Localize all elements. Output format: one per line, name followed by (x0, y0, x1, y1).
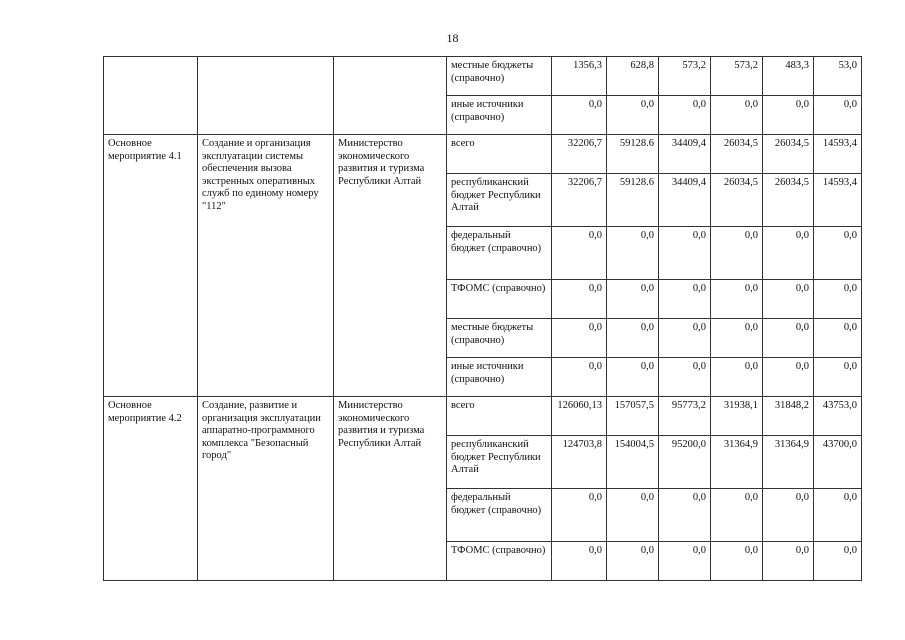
value-cell: 59128.6 (607, 174, 659, 227)
value-cell: 0,0 (552, 96, 607, 135)
value-cell: 32206,7 (552, 174, 607, 227)
value-cell: 0,0 (814, 96, 862, 135)
value-cell: 95200,0 (659, 436, 711, 489)
value-cell: 0,0 (659, 96, 711, 135)
value-cell: 0,0 (552, 280, 607, 319)
value-cell: 0,0 (659, 358, 711, 397)
table-row (104, 57, 862, 96)
value-cell: 31364,9 (711, 436, 763, 489)
value-cell: 0,0 (711, 96, 763, 135)
value-cell: 26034,5 (763, 135, 814, 174)
value-cell: 43700,0 (814, 436, 862, 489)
activity-executor-cell: Министерство экономического развития и туризма Республики Алтай (334, 397, 447, 581)
value-cell: 0,0 (659, 227, 711, 280)
value-cell: 26034,5 (763, 174, 814, 227)
value-cell: 628,8 (607, 57, 659, 96)
source-cell: республиканский бюджет Республики Алтай (447, 174, 552, 227)
page-number: 18 (446, 31, 459, 45)
value-cell: 0,0 (552, 542, 607, 581)
table-row (104, 397, 862, 436)
value-cell: 0,0 (659, 280, 711, 319)
name-cell (198, 57, 334, 135)
value-cell: 14593,4 (814, 174, 862, 227)
source-cell: местные бюджеты (справочно) (447, 319, 552, 358)
value-cell: 0,0 (711, 280, 763, 319)
source-cell: иные источники (справочно) (447, 358, 552, 397)
value-cell: 26034,5 (711, 174, 763, 227)
value-cell: 53,0 (814, 57, 862, 96)
table-body (104, 57, 862, 581)
value-cell: 34409,4 (659, 135, 711, 174)
value-cell: 0,0 (814, 489, 862, 542)
source-cell: федеральный бюджет (справочно) (447, 227, 552, 280)
value-cell: 0,0 (711, 227, 763, 280)
value-cell: 0,0 (711, 358, 763, 397)
value-cell: 483,3 (763, 57, 814, 96)
value-cell: 0,0 (763, 96, 814, 135)
funding-table (103, 56, 862, 581)
source-cell: ТФОМС (справочно) (447, 280, 552, 319)
source-cell: местные бюджеты (справочно) (447, 57, 552, 96)
value-cell: 95773,2 (659, 397, 711, 436)
value-cell: 43753,0 (814, 397, 862, 436)
value-cell: 26034,5 (711, 135, 763, 174)
value-cell: 0,0 (763, 319, 814, 358)
value-cell: 124703,8 (552, 436, 607, 489)
value-cell: 0,0 (763, 489, 814, 542)
source-cell: ТФОМС (справочно) (447, 542, 552, 581)
value-cell: 0,0 (552, 227, 607, 280)
code-cell (104, 57, 198, 135)
value-cell: 0,0 (607, 489, 659, 542)
value-cell: 31364,9 (763, 436, 814, 489)
activity-name-cell: Создание и организация эксплуатации системы обеспечения вызова экстренных оперативных служб по единому номеру "112" (198, 135, 334, 397)
value-cell: 0,0 (659, 319, 711, 358)
source-cell: республиканский бюджет Республики Алтай (447, 436, 552, 489)
executor-cell (334, 57, 447, 135)
value-cell: 0,0 (607, 280, 659, 319)
activity-code-cell: Основное мероприятие 4.1 (104, 135, 198, 397)
source-cell: федеральный бюджет (справочно) (447, 489, 552, 542)
value-cell: 0,0 (763, 280, 814, 319)
value-cell: 0,0 (814, 280, 862, 319)
source-cell: всего (447, 135, 552, 174)
value-cell: 0,0 (607, 542, 659, 581)
value-cell: 573,2 (659, 57, 711, 96)
value-cell: 154004,5 (607, 436, 659, 489)
source-cell: всего (447, 397, 552, 436)
value-cell: 0,0 (607, 227, 659, 280)
value-cell: 157057,5 (607, 397, 659, 436)
value-cell: 59128.6 (607, 135, 659, 174)
value-cell: 0,0 (607, 96, 659, 135)
source-cell: иные источники (справочно) (447, 96, 552, 135)
value-cell: 0,0 (552, 358, 607, 397)
value-cell: 0,0 (814, 358, 862, 397)
value-cell: 0,0 (711, 319, 763, 358)
value-cell: 0,0 (763, 542, 814, 581)
value-cell: 0,0 (711, 542, 763, 581)
value-cell: 0,0 (552, 319, 607, 358)
value-cell: 0,0 (607, 319, 659, 358)
activity-name-cell: Создание, развитие и организация эксплуатации аппаратно-программного комплекса "Безопасный город" (198, 397, 334, 581)
value-cell: 0,0 (814, 319, 862, 358)
value-cell: 0,0 (763, 358, 814, 397)
value-cell: 0,0 (659, 489, 711, 542)
value-cell: 0,0 (711, 489, 763, 542)
value-cell: 0,0 (659, 542, 711, 581)
value-cell: 32206,7 (552, 135, 607, 174)
value-cell: 126060,13 (552, 397, 607, 436)
activity-executor-cell: Министерство экономического развития и туризма Республики Алтай (334, 135, 447, 397)
value-cell: 31938,1 (711, 397, 763, 436)
value-cell: 31848,2 (763, 397, 814, 436)
value-cell: 0,0 (552, 489, 607, 542)
activity-code-cell: Основное мероприятие 4.2 (104, 397, 198, 581)
value-cell: 573,2 (711, 57, 763, 96)
value-cell: 0,0 (607, 358, 659, 397)
value-cell: 0,0 (763, 227, 814, 280)
value-cell: 1356,3 (552, 57, 607, 96)
table-row (104, 135, 862, 174)
value-cell: 0,0 (814, 542, 862, 581)
value-cell: 14593,4 (814, 135, 862, 174)
value-cell: 34409,4 (659, 174, 711, 227)
value-cell: 0,0 (814, 227, 862, 280)
